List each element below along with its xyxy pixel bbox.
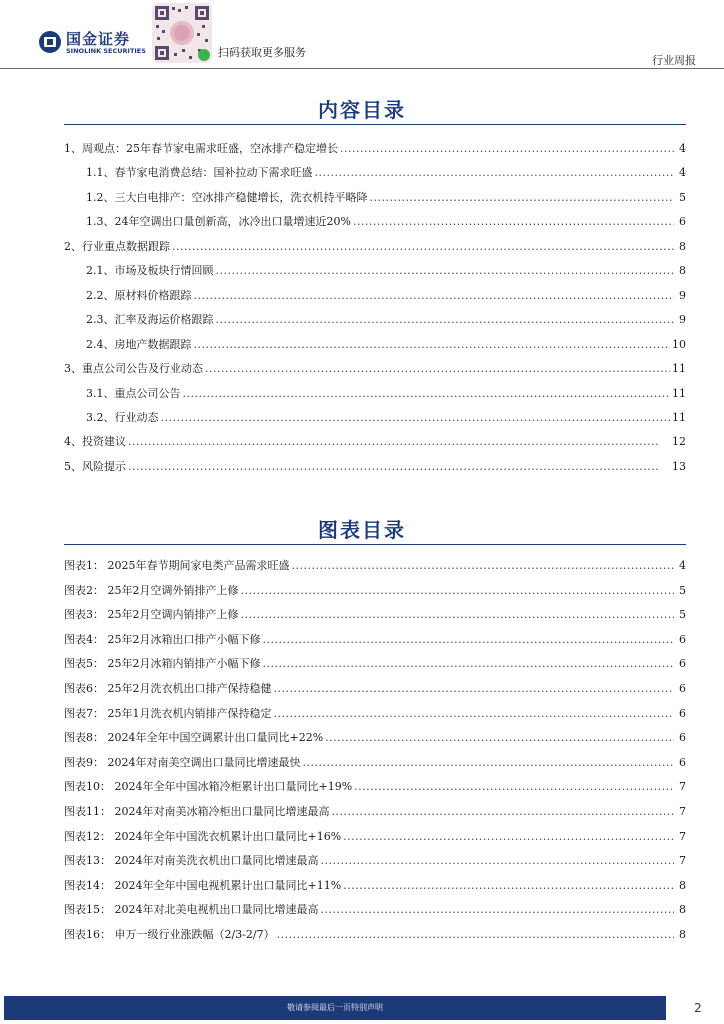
figure-entry[interactable] [64, 829, 686, 845]
entry-title: 图表6： 25年2月洗衣机出口排产保持稳健 [64, 682, 272, 695]
entry-page-number: 7 [679, 829, 686, 843]
dot-leader [353, 214, 674, 230]
entry-page-number: 8 [679, 878, 686, 892]
entry-title: 图表15： 2024年对北美电视机出口量同比增速最高 [64, 903, 319, 917]
entry-page-number: 7 [679, 805, 686, 818]
entry-page-number: 8 [679, 264, 686, 278]
entry-title: 图表12： 2024年全年中国洗衣机累计出口量同比+16% [64, 829, 342, 843]
header-divider [0, 68, 724, 69]
figure-entry[interactable] [64, 681, 686, 697]
entry-title: 2.1、市场及板块行情回顾 [86, 264, 214, 278]
entry-page-number: 5 [679, 608, 686, 622]
dot-leader [274, 681, 675, 697]
dot-leader [216, 263, 675, 279]
entry-title: 1.3、24年空调出口量创新高，冰冷出口量增速近20% [86, 215, 351, 229]
figure-entry[interactable] [64, 706, 686, 722]
entry-page-number: 11 [672, 362, 686, 376]
entry-page-number: 6 [679, 657, 686, 671]
figure-entry[interactable] [64, 558, 686, 574]
entry-page-number: 11 [672, 386, 686, 400]
dot-leader [241, 583, 675, 599]
dot-leader [194, 288, 675, 304]
company-logo [38, 28, 148, 58]
entry-page-number: 4 [679, 142, 686, 155]
toc-entry[interactable] [86, 214, 686, 230]
toc-entry[interactable] [64, 459, 686, 475]
entry-title: 图表2： 25年2月空调外销排产上修 [64, 583, 239, 597]
figures-title-underline [64, 544, 686, 545]
entry-title: 图表3： 25年2月空调内销排产上修 [64, 608, 239, 622]
dot-leader [274, 706, 675, 722]
report-type-label: 行业周报 [652, 54, 696, 67]
dot-leader [263, 656, 675, 672]
company-name-en: SINOLINK SECURITIES [66, 47, 146, 55]
dot-leader [241, 607, 675, 623]
toc-entry[interactable] [64, 434, 686, 450]
entry-page-number: 5 [679, 583, 686, 597]
entry-page-number: 7 [679, 780, 686, 794]
entry-page-number: 11 [672, 410, 686, 424]
entry-page-number: 6 [679, 706, 686, 720]
dot-leader [354, 779, 674, 795]
figure-entry[interactable] [64, 878, 686, 894]
toc-entry[interactable] [86, 386, 686, 402]
dot-leader [340, 141, 674, 157]
entry-page-number: 9 [679, 288, 686, 302]
entry-title: 2、行业重点数据跟踪 [64, 239, 170, 253]
entry-title: 图表4： 25年2月冰箱出口排产小幅下修 [64, 632, 261, 646]
figure-entry[interactable] [64, 779, 686, 795]
toc-entry[interactable] [86, 312, 686, 328]
page-number: 2 [694, 1001, 702, 1015]
toc-entry[interactable] [86, 263, 686, 279]
qr-code-icon[interactable] [152, 3, 212, 63]
entry-page-number: 8 [679, 928, 686, 941]
entry-title: 图表1： 2025年春节期间家电类产品需求旺盛 [64, 559, 290, 572]
dot-leader [263, 632, 675, 648]
entry-title: 图表11： 2024年对南美冰箱冷柜出口量同比增速最高 [64, 805, 330, 818]
entry-page-number: 6 [679, 731, 686, 745]
company-name-cn: 国金证券 [66, 30, 131, 48]
dot-leader [325, 730, 674, 746]
dot-leader [332, 804, 675, 820]
entry-title: 3.1、重点公司公告 [86, 386, 181, 400]
figure-entry[interactable] [64, 632, 686, 648]
entry-page-number: 12 [672, 435, 686, 449]
figure-entry[interactable] [64, 755, 686, 771]
entry-title: 图表8： 2024年全年中国空调累计出口量同比+22% [64, 731, 324, 745]
entry-page-number: 13 [672, 459, 686, 473]
entry-page-number: 6 [679, 632, 686, 646]
entry-title: 1.2、三大白电排产：空冰排产稳健增长，洗衣机持平略降 [86, 190, 368, 204]
entry-page-number: 6 [679, 755, 686, 769]
dot-leader [216, 312, 675, 328]
figure-entry[interactable] [64, 656, 686, 672]
entry-page-number: 10 [672, 337, 686, 351]
dot-leader [343, 829, 674, 845]
entry-title: 3、重点公司公告及行业动态 [64, 362, 203, 376]
entry-title: 图表13： 2024年对南美洗衣机出口量同比增速最高 [64, 854, 319, 868]
figure-entry[interactable] [64, 607, 686, 623]
toc-entry[interactable] [64, 239, 686, 255]
entry-title: 4、投资建议 [64, 435, 126, 449]
entry-title: 图表9： 2024年对南美空调出口量同比增速最快 [64, 755, 301, 769]
entry-title: 图表10： 2024年全年中国冰箱冷柜累计出口量同比+19% [64, 780, 353, 794]
toc-entry[interactable] [86, 190, 686, 206]
entry-title: 2.4、房地产数据跟踪 [86, 337, 192, 351]
entry-page-number: 5 [679, 190, 686, 204]
toc-entry[interactable] [86, 165, 686, 181]
dot-leader [321, 853, 675, 869]
entry-page-number: 9 [679, 313, 686, 327]
contents-title-underline [64, 124, 686, 125]
dot-leader [172, 239, 674, 255]
sinolink-logo-icon [38, 30, 62, 54]
toc-entry[interactable] [86, 410, 686, 426]
dot-leader [303, 755, 675, 771]
entry-title: 图表14： 2024年全年中国电视机累计出口量同比+11% [64, 878, 342, 892]
dot-leader [183, 386, 671, 402]
entry-title: 1、周观点：25年春节家电需求旺盛，空冰排产稳定增长 [64, 142, 338, 155]
entry-page-number: 4 [679, 166, 686, 180]
entry-title: 图表5： 25年2月冰箱内销排产小幅下修 [64, 657, 261, 671]
figure-entry[interactable] [64, 853, 686, 869]
figure-entry[interactable] [64, 902, 686, 918]
entry-title: 1.1、春节家电消费总结：国补拉动下需求旺盛 [86, 166, 313, 180]
dot-leader [292, 558, 675, 574]
entry-title: 2.2、原材料价格跟踪 [86, 288, 192, 302]
entry-page-number: 6 [679, 215, 686, 229]
toc-entry[interactable] [64, 141, 686, 157]
page-header [0, 0, 724, 70]
figure-entry[interactable] [64, 583, 686, 599]
toc-entry[interactable] [86, 288, 686, 304]
figure-entry[interactable] [64, 927, 686, 943]
entry-page-number: 8 [679, 239, 686, 253]
footer-disclaimer: 敬请参阅最后一页特别声明 [287, 1003, 383, 1012]
contents-title: 内容目录 [318, 98, 406, 122]
scan-prompt: 扫码获取更多服务 [218, 46, 306, 59]
dot-leader [194, 337, 671, 353]
dot-leader [343, 878, 674, 894]
dot-leader [161, 410, 671, 426]
entry-title: 图表7： 25年1月洗衣机内销排产保持稳定 [64, 706, 272, 720]
dot-leader [205, 361, 670, 377]
toc-entry[interactable] [86, 337, 686, 353]
dot-leader [370, 190, 675, 206]
dot-leader [315, 165, 675, 181]
figures-title: 图表目录 [318, 518, 406, 542]
entry-title: 图表16： 申万一级行业涨跌幅（2/3-2/7） [64, 928, 275, 941]
entry-page-number: 7 [679, 854, 686, 868]
entry-page-number: 8 [679, 903, 686, 917]
dot-leader [321, 902, 675, 918]
dot-leader [128, 459, 670, 475]
page-footer [4, 996, 718, 1020]
entry-title: 2.3、汇率及海运价格跟踪 [86, 313, 214, 327]
entry-title: 3.2、行业动态 [86, 410, 159, 424]
figure-entry[interactable] [64, 730, 686, 746]
entry-page-number: 4 [679, 559, 686, 572]
dot-leader [128, 434, 670, 450]
toc-entry[interactable] [64, 361, 686, 377]
figure-entry[interactable] [64, 804, 686, 820]
entry-page-number: 6 [679, 682, 686, 695]
entry-title: 5、风险提示 [64, 459, 126, 473]
dot-leader [277, 927, 674, 943]
